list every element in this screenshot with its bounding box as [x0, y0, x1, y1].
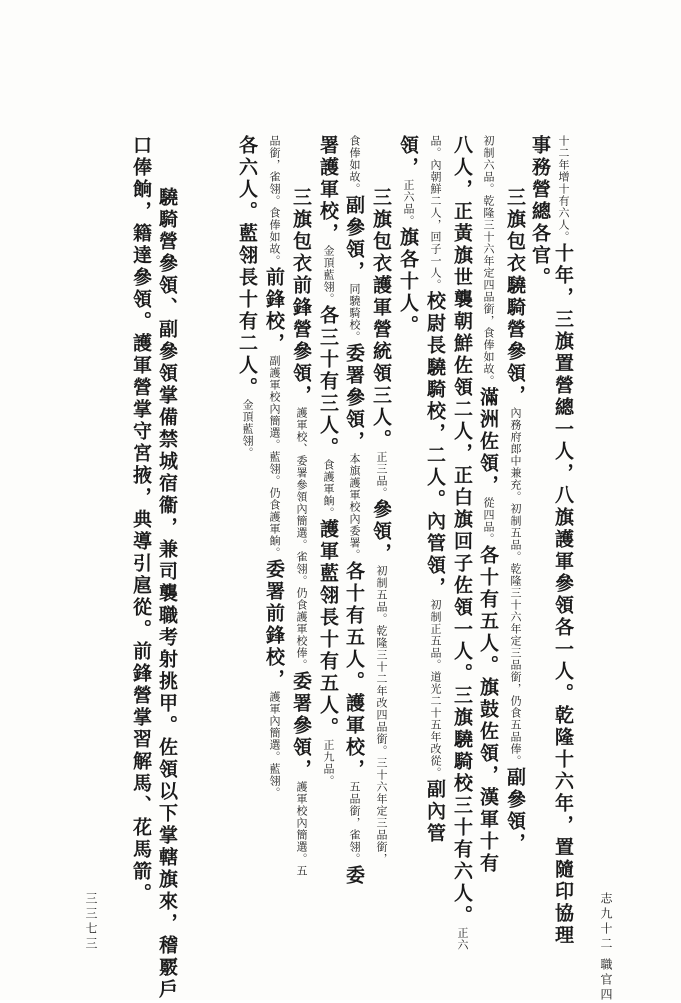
annotation-text: 正六品。 [402, 179, 415, 227]
text-column [264, 135, 283, 799]
text-column [291, 165, 310, 877]
annotation-text: 副護軍校內簡選。藍翎。仍食護軍餉。 [268, 355, 281, 559]
text-column [344, 135, 363, 887]
main-text: 委署參領， [290, 671, 312, 781]
main-text: 口俸餉，籍達參領。護軍營掌守宮掖，典導引扈從。前鋒營掌習解馬、花馬箭。 [130, 135, 152, 905]
annotation-text: 同驍騎校。 [348, 283, 361, 343]
annotation-text: 初制正五品。道光二十五年改從。 [429, 599, 442, 779]
text-column [237, 135, 256, 459]
annotation-text: 護軍校、委署參領內簡選。雀翎。仍食護軍校俸。 [295, 407, 308, 671]
text-column [505, 165, 524, 855]
text-column [131, 135, 150, 905]
text-column [157, 165, 176, 1001]
text-column [530, 135, 549, 289]
main-text: 委署參領， [343, 343, 365, 453]
annotation-text: 內務府郎中兼充。初制五品。乾隆三十六年定三品銜，仍食五品俸。 [509, 407, 522, 767]
annotation-text: 食俸如故。 [348, 135, 361, 195]
main-text: 副參領， [343, 195, 365, 283]
annotation-text: 正三品。 [375, 451, 388, 499]
annotation-text: 本旗護軍校內委署。 [348, 453, 361, 561]
annotation-text: 正九品。 [322, 739, 335, 787]
main-text: 副內管 [424, 779, 446, 845]
main-text: 各十有五人。護軍校， [343, 561, 365, 781]
annotation-text: 從四品。 [482, 497, 495, 545]
annotation-text: 護軍校內簡選。五 [295, 781, 308, 877]
main-text: 各三十有三人。 [317, 305, 339, 459]
main-text: 八人，正黃旗世襲朝鮮佐領二人，正白旗回子佐領一人。三旗驍騎校三十有六人。 [451, 135, 473, 927]
main-text: 事務營總各官。 [529, 135, 551, 289]
annotation-text: 正六 [456, 927, 469, 951]
annotation-text: 五品銜，雀翎。 [348, 781, 361, 865]
main-text: 三旗包衣驍騎營參領， [504, 165, 526, 407]
main-text: 副參領， [504, 767, 526, 855]
annotation-text: 十二年增十有六人。 [557, 135, 570, 243]
main-text: 滿洲佐領， [477, 387, 499, 497]
annotation-text: 金頂藍翎。 [241, 399, 254, 459]
main-text: 署護軍校， [317, 135, 339, 245]
main-text: 校尉長驍騎校，二人。內管領， [424, 291, 446, 599]
text-column [452, 135, 471, 951]
main-text: 各十有五人。旗鼓佐領，漢軍十有 [477, 545, 499, 875]
main-text: 驍騎營參領、副參領掌備禁城宿衞，兼司襲職考射挑甲。佐領以下掌轄旗來，稽覈戶 [156, 165, 178, 1001]
main-text: 護軍藍翎長十有五人。 [317, 519, 339, 739]
main-text: 前鋒校， [263, 267, 285, 355]
annotation-text: 品銜，雀翎。食俸如故。 [268, 135, 281, 267]
text-column [425, 135, 444, 845]
annotation-text: 初制五品。乾隆三十二年改四品銜。三十六年定三品銜， [375, 565, 388, 865]
annotation-text: 護軍內簡選。藍翎。 [268, 691, 281, 799]
annotation-text: 初制六品。乾隆三十六年定四品銜，食俸如故。 [482, 135, 495, 387]
main-text: 三旗包衣前鋒營參領， [290, 165, 312, 407]
main-text: 各六人。藍翎長十有二人。 [236, 135, 258, 399]
main-text: 十年，三旗置營總一人，八旗護軍參領各一人。乾隆十六年，置隨印協理 [552, 243, 574, 947]
main-text: 委 [343, 865, 365, 887]
footer-section: 職官四 [599, 958, 613, 1003]
text-column [478, 135, 497, 875]
text-column [371, 165, 390, 865]
main-text: 旗各十人。 [397, 227, 419, 337]
text-column [553, 135, 572, 947]
footer-page-number: 三三七三 [84, 892, 98, 952]
annotation-text: 食護軍餉。 [322, 459, 335, 519]
annotation-text: 金頂藍翎。 [322, 245, 335, 305]
text-column [398, 135, 417, 337]
annotation-text: 品。內朝鮮二人，回子一人。 [429, 135, 442, 291]
text-column [318, 135, 337, 787]
footer-chapter: 志九十二 [599, 892, 613, 952]
main-text: 參領， [370, 499, 392, 565]
main-text: 委署前鋒校， [263, 559, 285, 691]
main-text: 領， [397, 135, 419, 179]
main-text: 三旗包衣護軍營統領三人。 [370, 165, 392, 451]
